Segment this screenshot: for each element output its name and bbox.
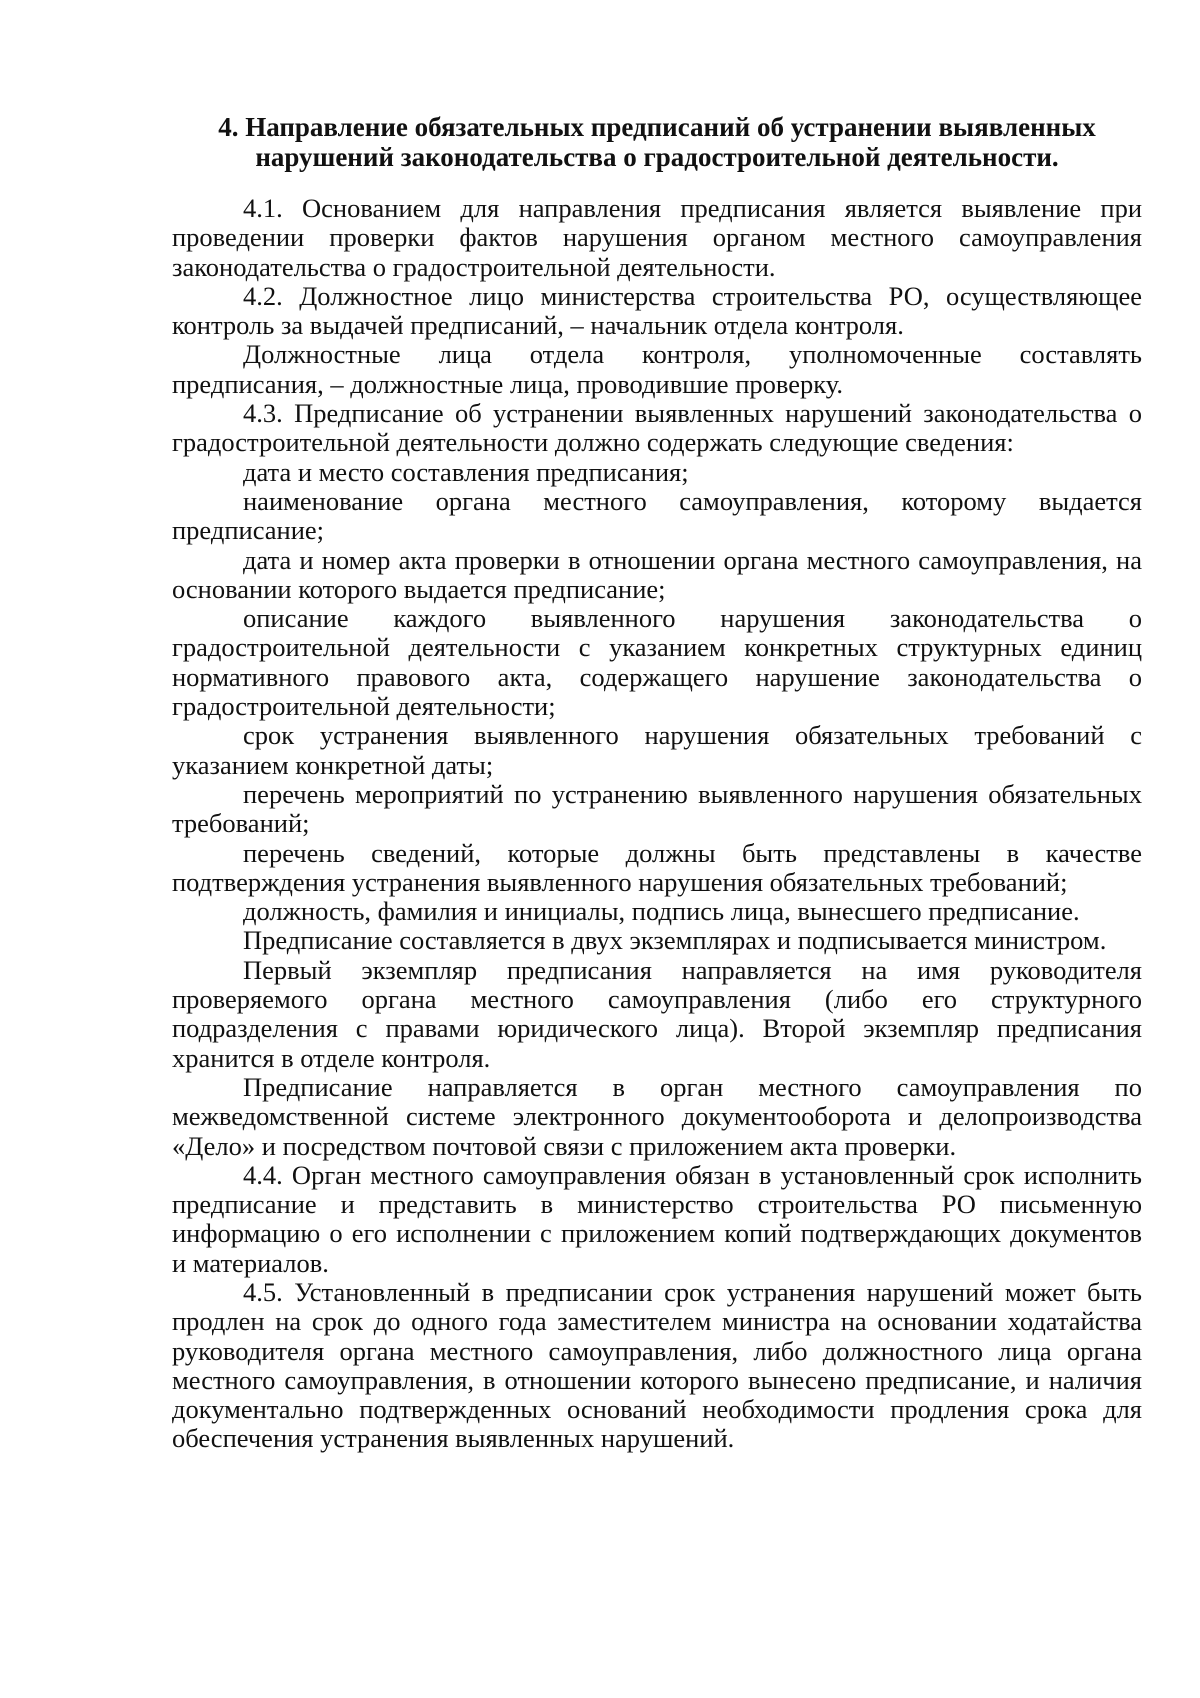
section-heading-line-1: 4. Направление обязательных предписаний об устранении выявленных: [218, 112, 1096, 142]
paragraph-two-copies: Предписание составляется в двух экземплярах и подписывается министром.: [243, 925, 1107, 956]
paragraph-4-4: 4.4. Орган местного самоуправления обязан в установленный срок исполнить предписание и представить в министерство строительства РО письменную информацию о его исполнении с приложением копий подтверждающих документов и материалов.: [172, 1159, 1142, 1278]
list-item-deadline: срок устранения выявленного нарушения обязательных требований с указанием конкретной даты;: [172, 720, 1142, 780]
paragraph-first-copy: Первый экземпляр предписания направляется на имя руководителя проверяемого органа местного самоуправления (либо его структурного подразделения с правами юридического лица). Второй экземпляр предписания хранится в отделе контроля.: [172, 954, 1142, 1073]
paragraph-4-1: 4.1. Основанием для направления предписания является выявление при проведении проверки фактов нарушения органом местного самоуправления законодательства о градостроительной деятельности.: [172, 193, 1142, 282]
list-item-measures: перечень мероприятий по устранению выявленного нарушения обязательных требований;: [172, 778, 1142, 839]
section-heading-line-2: нарушений законодательства о градостроительной деятельности.: [255, 142, 1059, 172]
list-item-authority-name: наименование органа местного самоуправления, которому выдается предписание;: [172, 485, 1142, 546]
paragraph-4-5: 4.5. Установленный в предписании срок устранения нарушений может быть продлен на срок до одного года заместителем министра на основании ходатайства руководителя органа местного самоуправления, либо должностного лица органа местного самоуправления, в отношении которого вынесено предписание, и наличия документально подтвержденных оснований необходимости продления срока для обеспечения устранения выявленных нарушений.: [172, 1276, 1142, 1454]
list-item-violation-description: описание каждого выявленного нарушения законодательства о градостроительной деятельности с указанием конкретных структурных единиц нормативного правового акта, содержащего нарушение законодательства о градостроительной деятельности;: [172, 603, 1142, 722]
list-item-act-date-number: дата и номер акта проверки в отношении органа местного самоуправления, на основании которого выдается предписание;: [172, 544, 1142, 604]
list-item-confirmation-info: перечень сведений, которые должны быть представлены в качестве подтверждения устранения выявленного нарушения обязательных требований;: [172, 837, 1142, 897]
list-item-signatory: должность, фамилия и инициалы, подпись лица, вынесшего предписание.: [243, 896, 1080, 927]
document-body: [172, 194, 1142, 1454]
document-content: [172, 112, 1142, 1454]
paragraph-delivery: Предписание направляется в орган местного самоуправления по межведомственной системе электронного документооборота и делопроизводства «Дело» и посредством почтовой связи с приложением акта проверки.: [172, 1071, 1142, 1161]
list-item-date-place: дата и место составления предписания;: [243, 456, 689, 487]
paragraph-4-3: 4.3. Предписание об устранении выявленных нарушений законодательства о градостроительной деятельности должно содержать следующие сведения:: [172, 398, 1142, 458]
paragraph-4-2: 4.2. Должностное лицо министерства строительства РО, осуществляющее контроль за выдачей предписаний, – начальник отдела контроля.: [172, 280, 1142, 341]
section-heading: [172, 112, 1142, 172]
paragraph-officials: Должностные лица отдела контроля, уполномоченные составлять предписания, – должностные лица, проводившие проверку.: [172, 339, 1142, 399]
